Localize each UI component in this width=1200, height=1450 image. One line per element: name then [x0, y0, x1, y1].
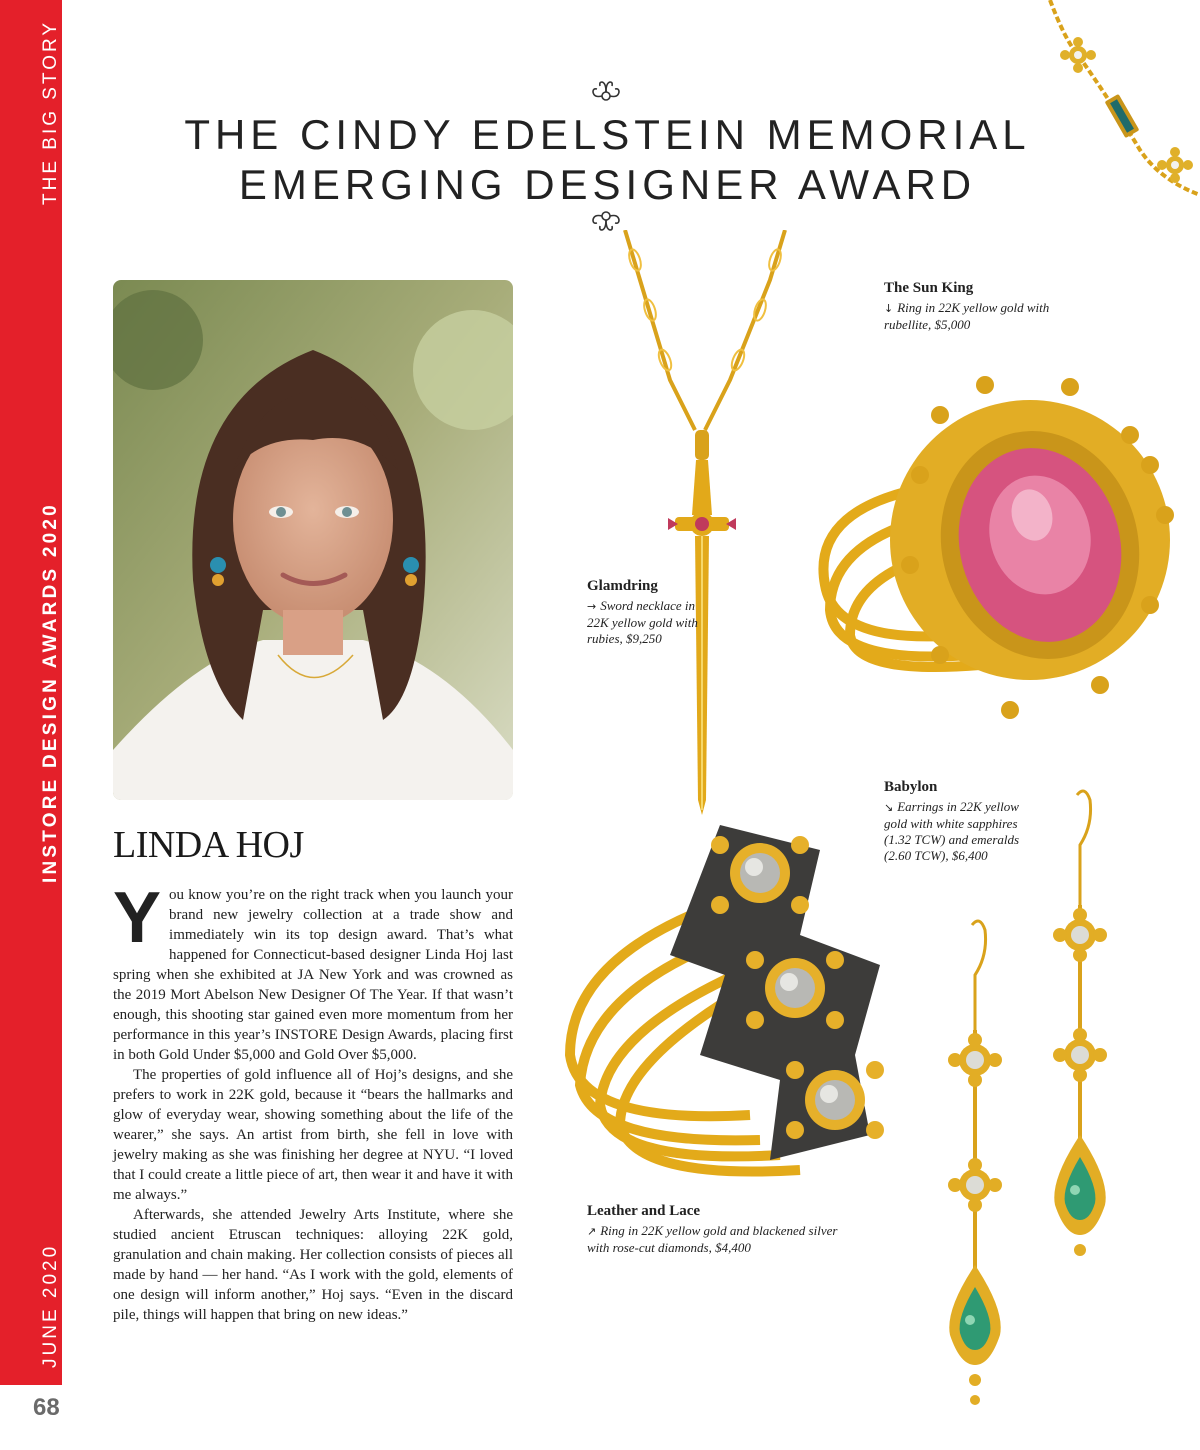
bracelet-photo: [1010, 0, 1200, 210]
caption-glamdring-desc: Sword necklace in 22K yellow gold with rubies, $9,250: [587, 598, 698, 646]
caption-babylon-title: Babylon: [884, 779, 938, 795]
drop-cap: Y: [113, 878, 162, 958]
title-line-1: THE CINDY EDELSTEIN MEMORIAL: [184, 111, 1031, 158]
issue-date: JUNE 2020: [40, 1243, 61, 1368]
leather-lace-ring-photo: [550, 805, 910, 1200]
designer-name: LINDA HOJ: [113, 824, 304, 866]
ornament-top-icon: [588, 78, 624, 106]
article-paragraph-1: [113, 878, 513, 1065]
caption-sun-king: [884, 278, 1099, 333]
issue-tag: INSTORE DESIGN AWARDS 2020: [40, 502, 61, 883]
article-paragraph-2: The properties of gold influence all of Hoj’s designs, and she prefers to work in 22K gold, because it “bears the hallmarks and glow of everyday wear, showing something about the life of the wearer,” she says. An artist from birth, she fell in love with jewelry making as she was finishing her degree at NYU. “I loved that I could create a little piece of art, then wear it and have it with me always.”: [113, 1067, 513, 1203]
paragraph-1-text: ou know you’re on the right track when you launch your brand new jewelry collection at a trade show and immediately win its top design award. That’s what happened for Connecticut-based designer Linda Hoj last spring when she exhibited at JA New York and was crowned as the 2019 Mort Abelson New Designer Of The Year. If that wasn’t enough, this shooting star gained even more momentum from her performance in this year’s INSTORE Design Awards, placing first in both Gold Under $5,000 and Gold Over $5,000.: [113, 887, 513, 1063]
down-right-arrow-icon: ↘: [884, 801, 894, 814]
down-arrow-icon: ↓: [884, 302, 894, 315]
article-paragraph-3: Afterwards, she attended Jewelry Arts Institute, where she studied ancient Etruscan techniques: alloying 22K gold, granulation and chain making. Her collection consists of pieces all made by hand — her hand. “As I work with the gold, elements of one design will inform another,” Hoj says. “Even in the discard pile, things will happen that bring on new ideas.”: [113, 1207, 513, 1323]
caption-leather-lace: [587, 1201, 852, 1256]
page-number: 68: [33, 1394, 60, 1421]
caption-babylon: [884, 777, 1034, 864]
caption-babylon-desc: Earrings in 22K yellow gold with white sapphires (1.32 TCW) and emeralds (2.60 TCW), $6,400: [884, 799, 1020, 863]
section-label: THE BIG STORY: [40, 19, 61, 205]
title-line-2: EMERGING DESIGNER AWARD: [238, 161, 977, 208]
article-body: [113, 878, 513, 1325]
caption-sun-king-title: The Sun King: [884, 280, 974, 296]
caption-leather-lace-title: Leather and Lace: [587, 1203, 701, 1219]
right-arrow-icon: →: [587, 600, 597, 613]
designer-portrait: [113, 280, 513, 800]
sword-necklace-photo: [610, 230, 790, 820]
babylon-earrings-photo: [915, 785, 1125, 1445]
caption-sun-king-desc: Ring in 22K yellow gold with rubellite, $5,000: [884, 300, 1050, 332]
page-title: [150, 110, 1065, 210]
caption-glamdring-title: Glamdring: [587, 578, 658, 594]
caption-leather-lace-desc: Ring in 22K yellow gold and blackened silver with rose-cut diamonds, $4,400: [587, 1223, 838, 1255]
sun-king-ring-photo: [800, 365, 1180, 735]
caption-glamdring: [587, 576, 717, 647]
up-right-arrow-icon: ↗: [587, 1225, 597, 1238]
